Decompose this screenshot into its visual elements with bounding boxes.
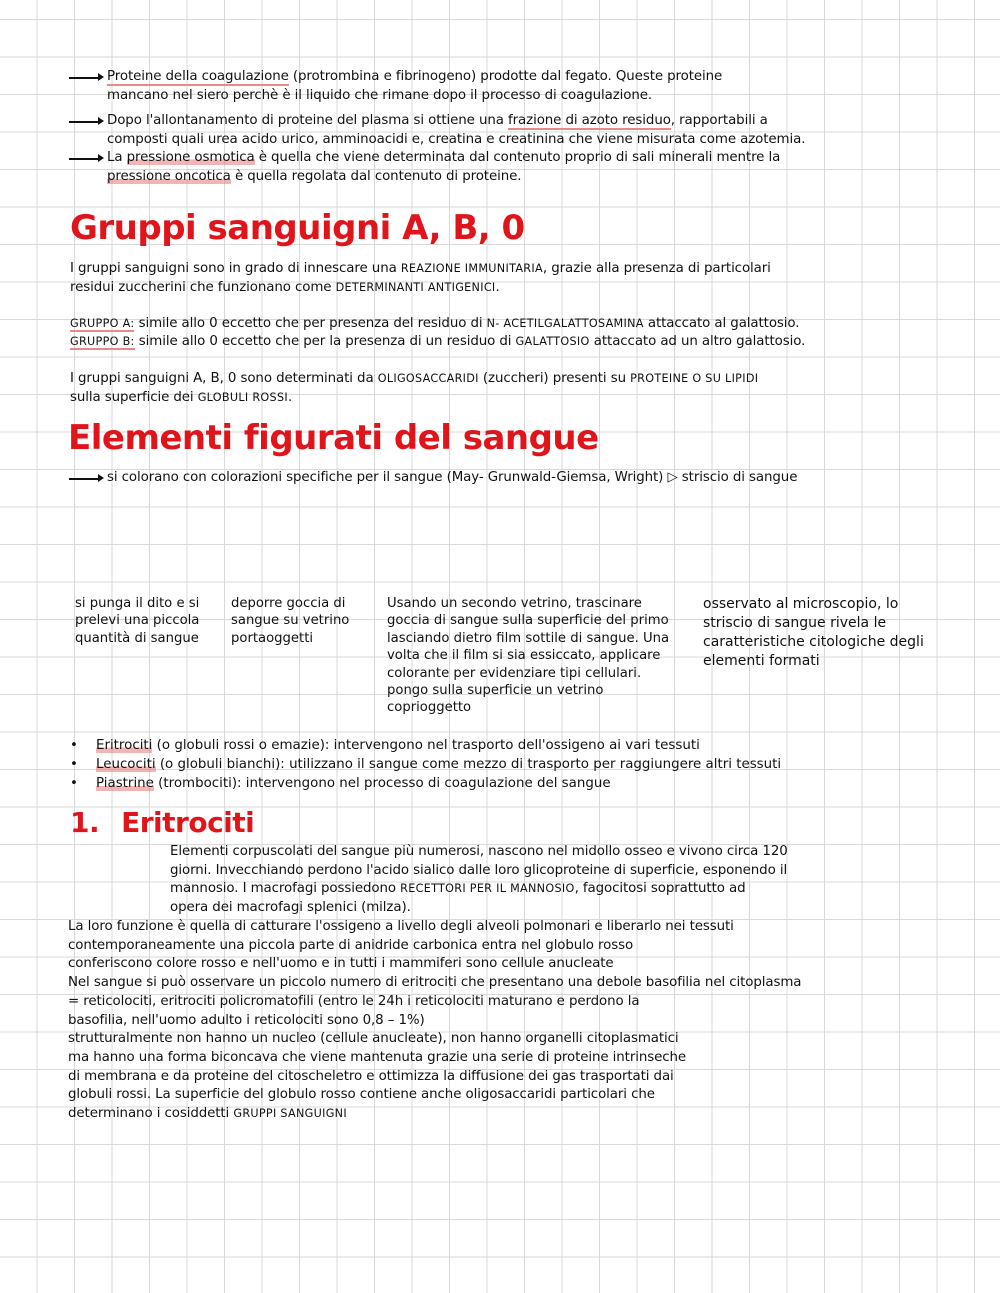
list-item: • Leucociti (o globuli bianchi): utilizzano il sangue come mezzo di trasporto per raggiungere altri tessuti bbox=[70, 755, 781, 774]
note-residual-nitrogen: Dopo l'allontanamento di proteine del plasma si ottiene una frazione di azoto residuo, rapportabili a composti quali urea acido urico, amminoacidi e, creatina e creatinina che viene misurata come azotemia. bbox=[107, 112, 805, 149]
note-pressure: La pressione osmotica è quella che viene determinata dal contenuto proprio di sali minerali mentre la pressione oncotica è quella regolata dal contenuto di proteine. bbox=[107, 149, 780, 186]
smear-step-2: deporre goccia di sangue su vetrino portaoggetti bbox=[231, 596, 350, 646]
arrow-icon bbox=[69, 77, 99, 79]
heading-number: 1. bbox=[70, 806, 100, 839]
term-residual-nitrogen: frazione di azoto residuo bbox=[508, 113, 671, 128]
term-platelets: Piastrine bbox=[96, 776, 154, 791]
arrow-icon bbox=[69, 478, 99, 480]
heading-formed-elements: Elementi figurati del sangue bbox=[68, 418, 599, 458]
blood-groups-determined: I gruppi sanguigni A, B, 0 sono determinati da OLIGOSACCARIDI (zuccheri) presenti su PROTEINE O SU LIPIDI sulla superficie dei GLOBULI ROSSI. bbox=[70, 371, 759, 405]
term-leukocytes: Leucociti bbox=[96, 757, 156, 772]
list-item: • Piastrine (trombociti): intervengono nel processo di coagulazione del sangue bbox=[70, 774, 781, 793]
list-item: • Eritrociti (o globuli rossi o emazie): intervengono nel trasporto dell'ossigeno ai vari tessuti bbox=[70, 736, 781, 755]
note-coagulation-proteins: Proteine della coagulazione (protrombina e fibrinogeno) prodotte dal fegato. Queste proteine mancano nel siero perchè è il liquido che rimane dopo il processo di coagulazione. bbox=[107, 68, 722, 105]
group-b-line: GRUPPO B: simile allo 0 eccetto che per la presenza di un residuo di GALATTOSIO attaccato ad un altro galattosio. bbox=[70, 334, 806, 349]
erythrocytes-intro: Elementi corpuscolati del sangue più numerosi, nascono nel midollo osseo e vivono circa 120 giorni. Invecchiando perdono l'acido sialico dalle loro glicoproteine di superficie, esponendo il mannosio. I macrofagi possiedono RECETTORI PER IL MANNOSIO, fagocitosi soprattutto ad opera dei macrofagi splenici (milza). bbox=[170, 844, 788, 916]
erythrocytes-body: La loro funzione è quella di catturare l'ossigeno a livello degli alveoli polmonari e liberarlo nei tessuti contemporaneamente una piccola parte di anidride carbonica entra nel globulo rosso conferiscono colore rosso e nell'uomo e in tutti i mammiferi sono cellule anucleate Nel sangue si può osservare un piccolo numero di eritrociti che presentano una debole basofilia nel citoplasma = reticolociti, eritrociti policromatofili (entro le 24h i reticolociti maturano e perdono la basofilia, nell'uomo adulto i reticolociti sono 0,8 – 1%) strutturalmente non hanno un nucleo (cellule anucleate), non hanno organelli citoplasmatici ma hanno una forma biconcava che viene mantenuta grazie una serie di proteine intrinseche di membrana e da proteine del citoscheletro e ottimizza la diffusione dei gas trasportati dai globuli rossi. La superficie del globulo rosso contiene anche oligosaccaridi particolari che determinano i cosiddetti GRUPPI SANGUIGNI bbox=[68, 919, 802, 1122]
arrow-icon bbox=[69, 121, 99, 123]
term-osmotic-pressure: pressione osmotica bbox=[126, 150, 255, 165]
formed-elements-list bbox=[70, 736, 781, 793]
group-a-label: GRUPPO A: bbox=[70, 317, 135, 330]
blood-groups-intro: I gruppi sanguigni sono in grado di innescare una REAZIONE IMMUNITARIA, grazie alla presenza di particolari residui zuccherini che funzionano come DETERMINANTI ANTIGENICI. bbox=[70, 261, 771, 295]
term-oncotic-pressure: pressione oncotica bbox=[107, 168, 231, 184]
term-coagulation-proteins: Proteine della coagulazione bbox=[107, 69, 289, 84]
heading-erythrocytes bbox=[70, 806, 254, 839]
group-a-line: GRUPPO A: simile allo 0 eccetto che per presenza del residuo di N- ACETILGALATTOSAMINA attaccato al galattosio. bbox=[70, 316, 800, 331]
smear-step-4: osservato al microscopio, lo striscio di sangue rivela le caratteristiche citologiche degli elementi formati bbox=[703, 596, 924, 669]
group-b-label: GRUPPO B: bbox=[70, 335, 135, 348]
heading-title: Eritrociti bbox=[121, 806, 255, 839]
staining-note: si colorano con colorazioni specifiche per il sangue (May- Grunwald-Giemsa, Wright) ▷ striscio di sangue bbox=[107, 469, 797, 488]
heading-blood-groups: Gruppi sanguigni A, B, 0 bbox=[70, 208, 525, 248]
arrow-icon bbox=[69, 158, 99, 160]
smear-step-3: Usando un secondo vetrino, trascinare goccia di sangue sulla superficie del primo lasciando dietro film sottile di sangue. Una volta che il film si sia essiccato, applicare colorante per evidenziare tipi cellulari. pongo sulla superficie un vetrino coprioggetto bbox=[387, 596, 670, 716]
smear-step-1: si punga il dito e si prelevi una piccola quantità di sangue bbox=[75, 596, 200, 646]
term-erythrocytes: Eritrociti bbox=[96, 738, 153, 753]
